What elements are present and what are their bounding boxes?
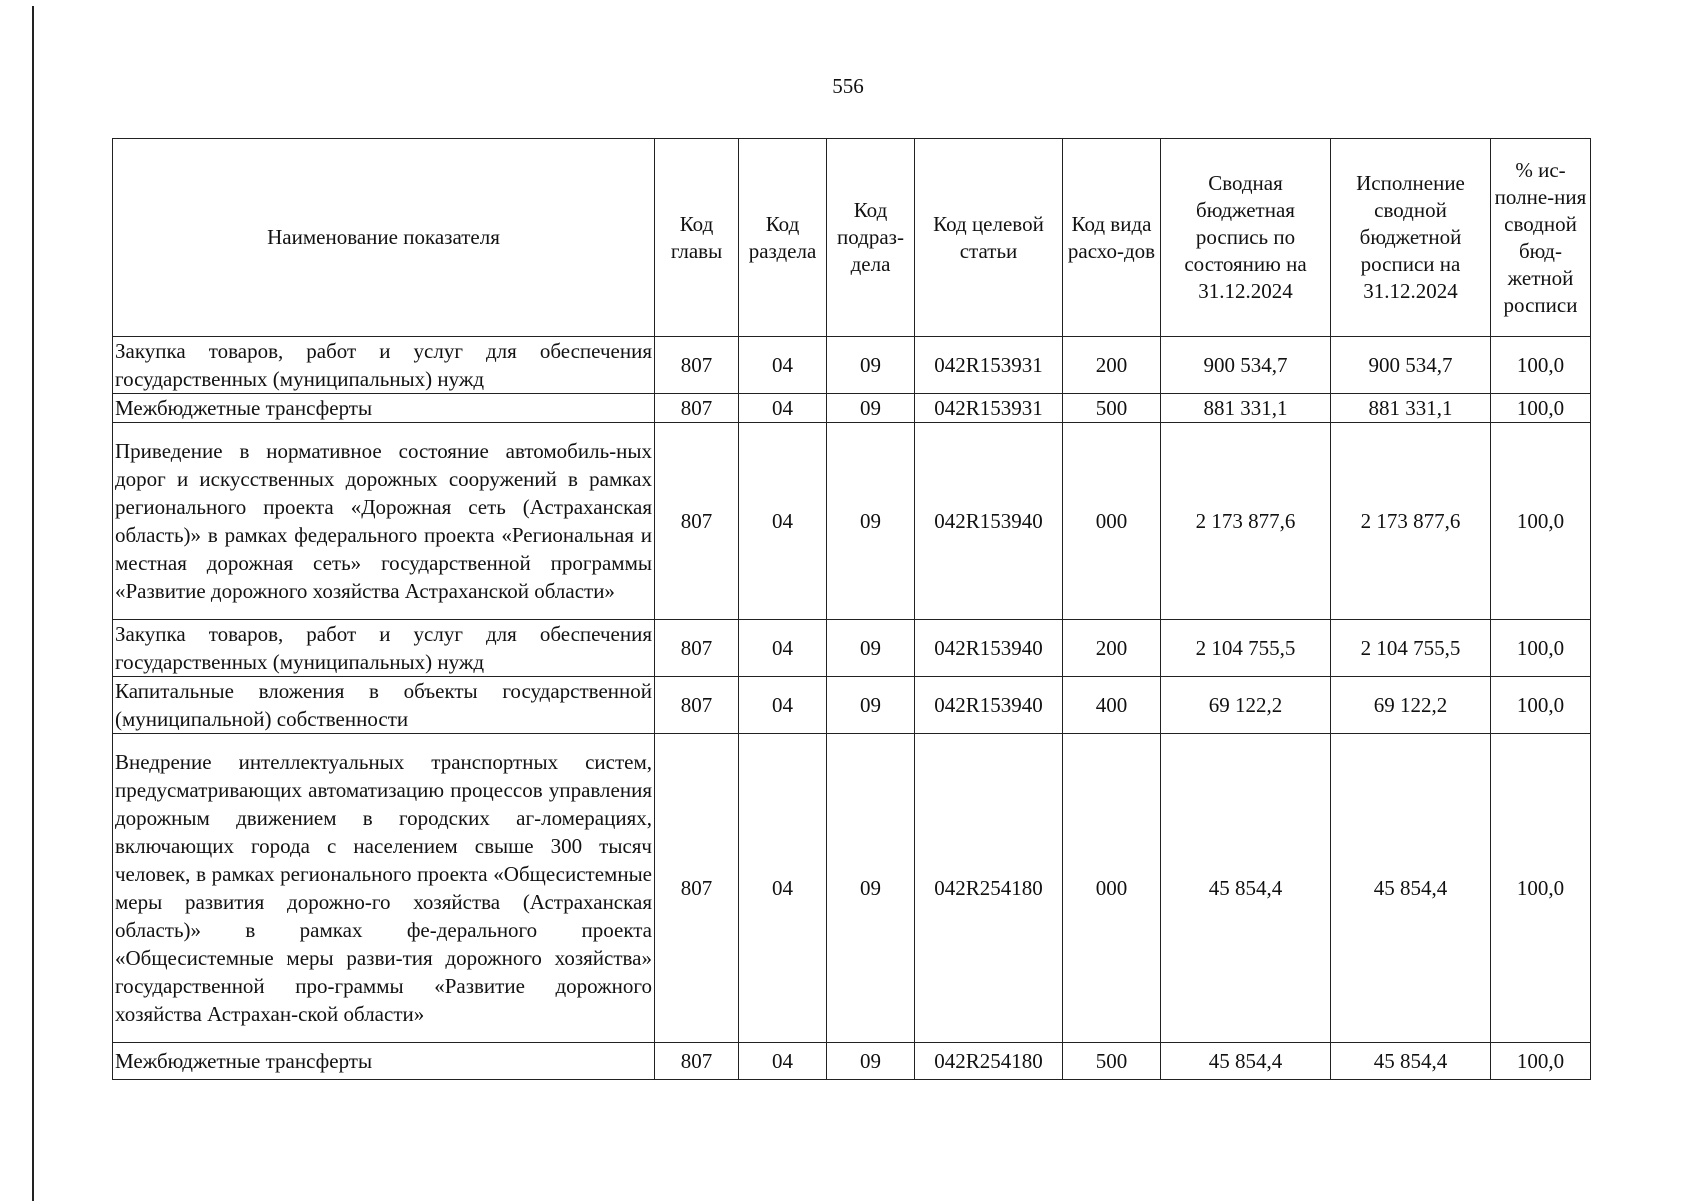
- cell-execution: 900 534,7: [1331, 337, 1491, 394]
- cell-plan: 2 104 755,5: [1161, 620, 1331, 677]
- cell-percent: 100,0: [1491, 677, 1591, 734]
- cell-percent: 100,0: [1491, 734, 1591, 1043]
- page-number: 556: [832, 74, 864, 98]
- cell-target: 042R153940: [915, 423, 1063, 620]
- cell-expense: 200: [1063, 620, 1161, 677]
- cell-name: Закупка товаров, работ и услуг для обеспечения государственных (муниципальных) нужд: [113, 620, 655, 677]
- header-expense-code: Код вида расхо-дов: [1063, 139, 1161, 337]
- header-subsection-code: Код подраз-дела: [827, 139, 915, 337]
- table-row: [113, 423, 1591, 620]
- cell-plan: 45 854,4: [1161, 734, 1331, 1043]
- table-row: [113, 394, 1591, 423]
- cell-plan: 69 122,2: [1161, 677, 1331, 734]
- header-row: [113, 139, 1591, 337]
- table-row: [113, 337, 1591, 394]
- cell-expense: 400: [1063, 677, 1161, 734]
- table-row: [113, 1043, 1591, 1080]
- cell-execution: 881 331,1: [1331, 394, 1491, 423]
- cell-chapter: 807: [655, 423, 739, 620]
- cell-expense: 500: [1063, 394, 1161, 423]
- header-chapter-code: Код главы: [655, 139, 739, 337]
- cell-subsection: 09: [827, 337, 915, 394]
- cell-name: Межбюджетные трансферты: [113, 394, 655, 423]
- cell-section: 04: [739, 1043, 827, 1080]
- cell-name: Межбюджетные трансферты: [113, 1043, 655, 1080]
- cell-chapter: 807: [655, 677, 739, 734]
- header-execution: Исполнение сводной бюджетной росписи на 31.12.2024: [1331, 139, 1491, 337]
- cell-section: 04: [739, 677, 827, 734]
- cell-section: 04: [739, 620, 827, 677]
- header-name: Наименование показателя: [113, 139, 655, 337]
- budget-table: [112, 138, 1591, 1080]
- table-body: [113, 337, 1591, 1080]
- cell-percent: 100,0: [1491, 1043, 1591, 1080]
- cell-chapter: 807: [655, 620, 739, 677]
- cell-section: 04: [739, 734, 827, 1043]
- cell-chapter: 807: [655, 337, 739, 394]
- cell-execution: 45 854,4: [1331, 1043, 1491, 1080]
- table-row: [113, 620, 1591, 677]
- header-section-code: Код раздела: [739, 139, 827, 337]
- cell-name: Закупка товаров, работ и услуг для обеспечения государственных (муниципальных) нужд: [113, 337, 655, 394]
- cell-plan: 45 854,4: [1161, 1043, 1331, 1080]
- cell-subsection: 09: [827, 620, 915, 677]
- cell-name: Внедрение интеллектуальных транспортных систем, предусматривающих автоматизацию процессов управления дорожным движением в городских аг-ломерациях, включающих города с населением свыше 300 тысяч человек, в рамках регионального проекта «Общесистемные меры развития дорожно-го хозяйства (Астраханская область)» в рамках фе-дерального проекта «Общесистемные меры разви-тия дорожного хозяйства» государственной про-граммы «Развитие дорожного хозяйства Астрахан-ской области»: [113, 734, 655, 1043]
- cell-chapter: 807: [655, 1043, 739, 1080]
- cell-chapter: 807: [655, 394, 739, 423]
- cell-execution: 69 122,2: [1331, 677, 1491, 734]
- cell-expense: 200: [1063, 337, 1161, 394]
- table-row: [113, 677, 1591, 734]
- table-header: [113, 139, 1591, 337]
- cell-expense: 000: [1063, 423, 1161, 620]
- cell-execution: 2 104 755,5: [1331, 620, 1491, 677]
- cell-expense: 000: [1063, 734, 1161, 1043]
- left-margin-line: [32, 6, 34, 1201]
- header-percent: % ис-полне-ния сводной бюд-жетной росписи: [1491, 139, 1591, 337]
- table-row: [113, 734, 1591, 1043]
- cell-percent: 100,0: [1491, 337, 1591, 394]
- cell-plan: 900 534,7: [1161, 337, 1331, 394]
- cell-subsection: 09: [827, 677, 915, 734]
- cell-execution: 2 173 877,6: [1331, 423, 1491, 620]
- cell-target: 042R153940: [915, 620, 1063, 677]
- cell-section: 04: [739, 423, 827, 620]
- cell-section: 04: [739, 394, 827, 423]
- cell-target: 042R153931: [915, 337, 1063, 394]
- cell-target: 042R153940: [915, 677, 1063, 734]
- cell-target: 042R254180: [915, 734, 1063, 1043]
- cell-execution: 45 854,4: [1331, 734, 1491, 1043]
- cell-percent: 100,0: [1491, 620, 1591, 677]
- cell-target: 042R254180: [915, 1043, 1063, 1080]
- cell-expense: 500: [1063, 1043, 1161, 1080]
- cell-name: Капитальные вложения в объекты государственной (муниципальной) собственности: [113, 677, 655, 734]
- header-target-code: Код целевой статьи: [915, 139, 1063, 337]
- cell-name: Приведение в нормативное состояние автомобиль-ных дорог и искусственных дорожных сооружений в рамках регионального проекта «Дорожная сеть (Астраханская область)» в рамках федерального проекта «Региональная и местная дорожная сеть» государственной программы «Развитие дорожного хозяйства Астраханской области»: [113, 423, 655, 620]
- cell-target: 042R153931: [915, 394, 1063, 423]
- cell-percent: 100,0: [1491, 423, 1591, 620]
- cell-chapter: 807: [655, 734, 739, 1043]
- cell-subsection: 09: [827, 1043, 915, 1080]
- cell-subsection: 09: [827, 734, 915, 1043]
- cell-plan: 881 331,1: [1161, 394, 1331, 423]
- cell-section: 04: [739, 337, 827, 394]
- cell-percent: 100,0: [1491, 394, 1591, 423]
- header-plan: Сводная бюджетная роспись по состоянию на 31.12.2024: [1161, 139, 1331, 337]
- cell-subsection: 09: [827, 423, 915, 620]
- cell-subsection: 09: [827, 394, 915, 423]
- cell-plan: 2 173 877,6: [1161, 423, 1331, 620]
